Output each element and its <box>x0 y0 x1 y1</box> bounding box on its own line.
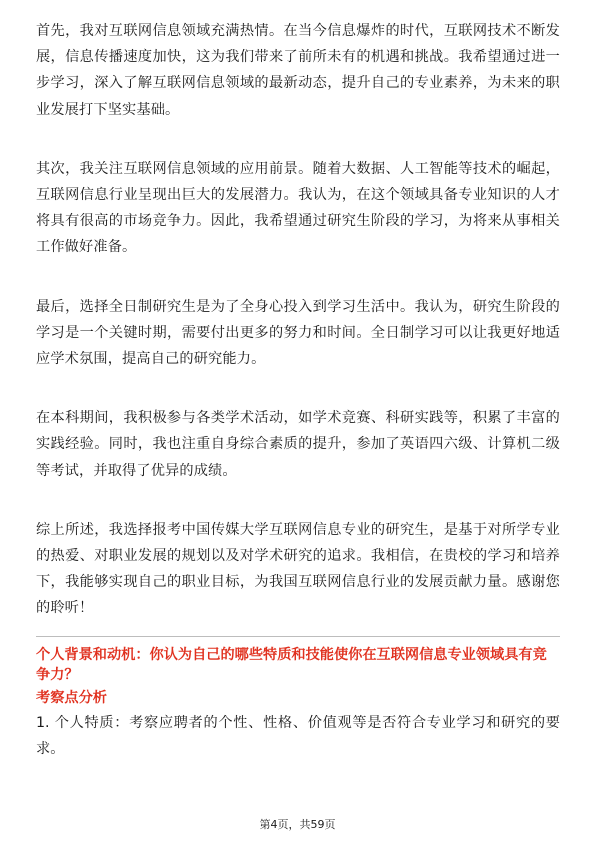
body-paragraph: 在本科期间，我积极参与各类学术活动，如学术竞赛、科研实践等，积累了丰富的实践经验。同时，我也注重自身综合素质的提升，参加了英语四六级、计算机二级等考试，并取得了优异的成绩。 <box>36 410 560 479</box>
page-content <box>36 18 560 762</box>
analysis-heading: 考察点分析 <box>36 689 107 706</box>
paragraph-spacer <box>36 123 560 156</box>
section-divider <box>36 636 560 637</box>
body-paragraph: 其次，我关注互联网信息领域的应用前景。随着大数据、人工智能等技术的崛起，互联网信息行业呈现出巨大的发展潜力。我认为，在这个领域具备专业知识的人才将具有很高的市场竞争力。因此，我希望通过研究生阶段的学习，为将来从事相关工作做好准备。 <box>36 160 560 256</box>
body-paragraph: 综上所述，我选择报考中国传媒大学互联网信息专业的研究生，是基于对所学专业的热爱、对职业发展的规划以及对学术研究的追求。我相信，在贵校的学习和培养下，我能够实现自己的职业目标，为我国互联网信息行业的发展贡献力量。感谢您的聆听！ <box>36 521 560 617</box>
paragraph-spacer <box>36 261 560 294</box>
paragraph-spacer <box>36 484 560 517</box>
body-paragraph: 最后，选择全日制研究生是为了全身心投入到学习生活中。我认为，研究生阶段的学习是一个关键时期，需要付出更多的努力和时间。全日制学习可以让我更好地适应学术氛围，提高自己的研究能力。 <box>36 298 560 368</box>
analysis-item: 1. 个人特质：考察应聘者的个性、性格、价值观等是否符合专业学习和研究的要求。 <box>36 714 560 757</box>
body-paragraph: 首先，我对互联网信息领域充满热情。在当今信息爆炸的时代，互联网技术不断发展，信息传播速度加快，这为我们带来了前所未有的机遇和挑战。我希望通过进一步学习，深入了解互联网信息领域的最新动态，提升自己的专业素养，为未来的职业发展打下坚实基础。 <box>36 23 560 118</box>
page-number: 第4页，共59页 <box>259 818 336 831</box>
interview-question: 个人背景和动机：你认为自己的哪些特质和技能使你在互联网信息专业领域具有竞争力？ <box>36 646 547 683</box>
paragraph-spacer <box>36 372 560 405</box>
